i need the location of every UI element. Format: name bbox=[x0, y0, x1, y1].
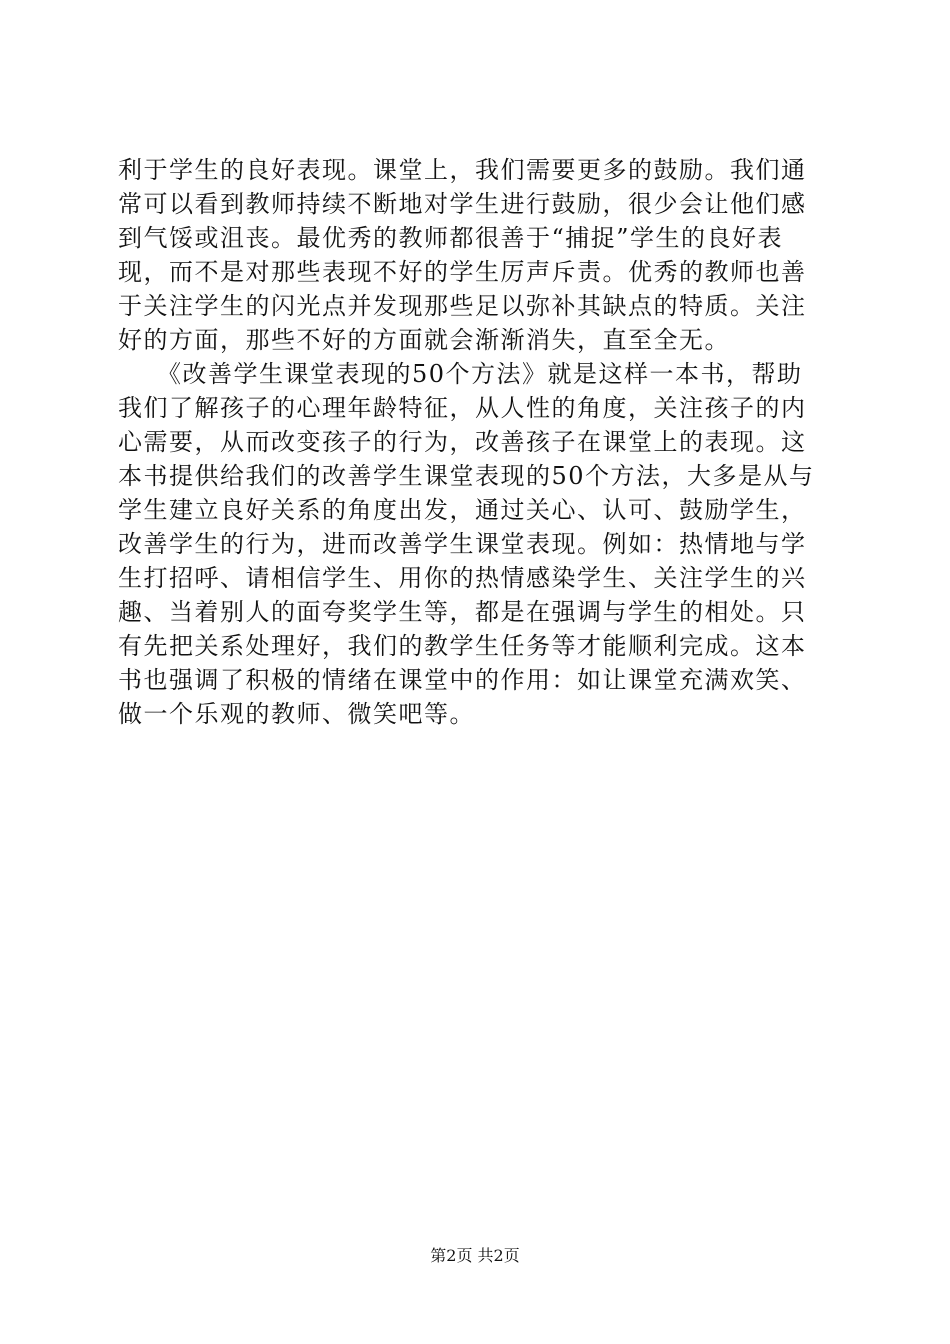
text-line: 于关注学生的闪光点并发现那些足以弥补其缺点的特质。关注 bbox=[118, 292, 807, 320]
text-line: 趣、当着别人的面夸奖学生等，都是在强调与学生的相处。只 bbox=[118, 598, 807, 626]
text-line: 常可以看到教师持续不断地对学生进行鼓励，很少会让他们感 bbox=[118, 190, 807, 218]
text-line: 好的方面，那些不好的方面就会渐渐消失，直至全无。 bbox=[118, 326, 730, 354]
text-line: 利于学生的良好表现。课堂上，我们需要更多的鼓励。我们通 bbox=[118, 156, 807, 184]
page-footer: 第2页 共2页 bbox=[430, 1246, 520, 1265]
text-line: 做一个乐观的教师、微笑吧等。 bbox=[118, 700, 475, 728]
text-line: 我们了解孩子的心理年龄特征，从人性的角度，关注孩子的内 bbox=[118, 394, 807, 422]
text-line: 《改善学生课堂表现的50个方法》就是这样一本书，帮助 bbox=[118, 360, 803, 388]
text-line: 书也强调了积极的情绪在课堂中的作用：如让课堂充满欢笑、 bbox=[118, 666, 807, 694]
body-text bbox=[118, 153, 838, 731]
text-line: 本书提供给我们的改善学生课堂表现的50个方法，大多是从与 bbox=[118, 462, 815, 490]
text-line: 现，而不是对那些表现不好的学生厉声斥责。优秀的教师也善 bbox=[118, 258, 807, 286]
text-line: 心需要，从而改变孩子的行为，改善孩子在课堂上的表现。这 bbox=[118, 428, 807, 456]
text-line: 有先把关系处理好，我们的教学生任务等才能顺利完成。这本 bbox=[118, 632, 807, 660]
text-line: 改善学生的行为，进而改善学生课堂表现。例如：热情地与学 bbox=[118, 530, 807, 558]
text-line: 学生建立良好关系的角度出发，通过关心、认可、鼓励学生， bbox=[118, 496, 807, 524]
text-line: 生打招呼、请相信学生、用你的热情感染学生、关注学生的兴 bbox=[118, 564, 807, 592]
text-line: 到气馁或沮丧。最优秀的教师都很善于“捕捉”学生的良好表 bbox=[118, 224, 784, 252]
